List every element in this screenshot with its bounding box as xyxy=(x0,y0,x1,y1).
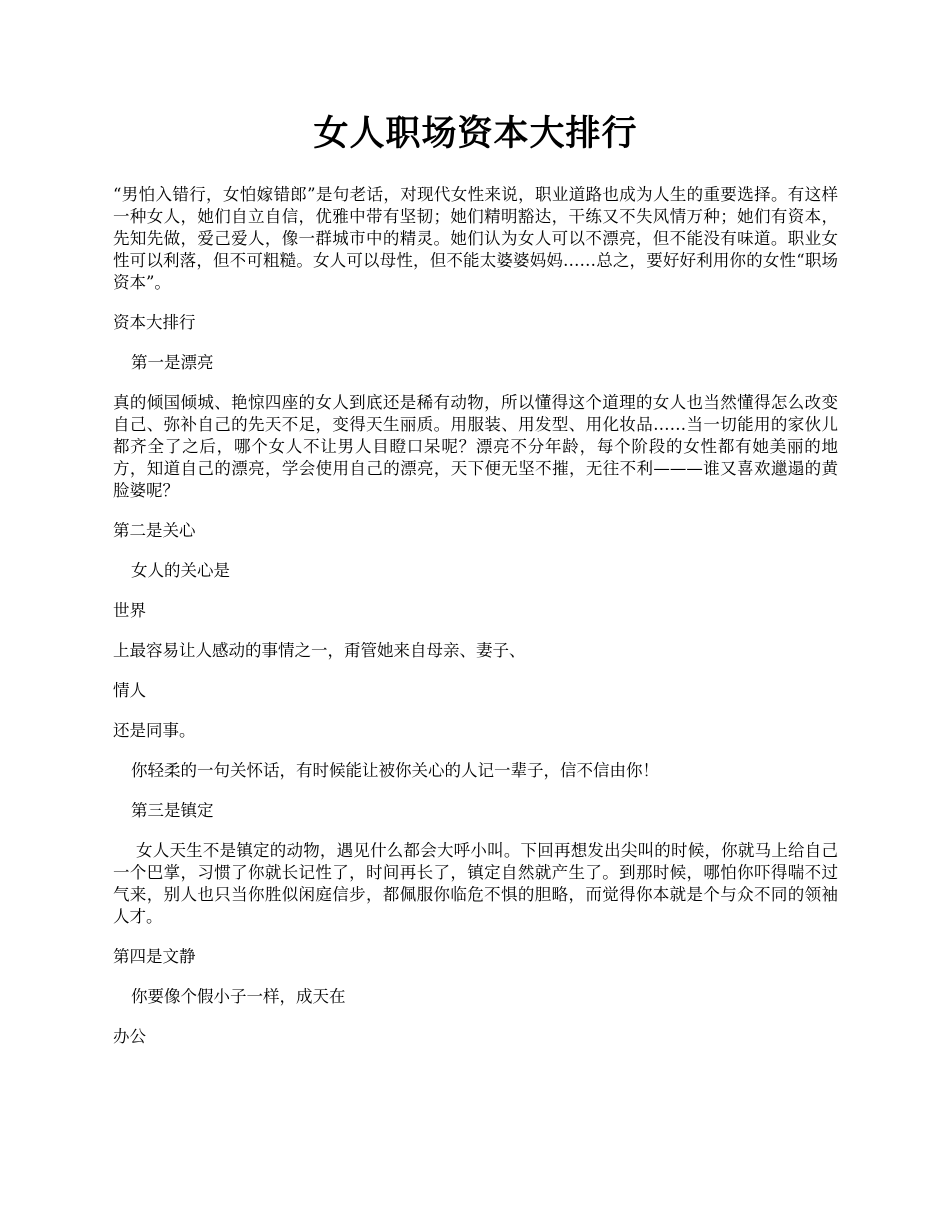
intro-paragraph: “男怕入错行，女怕嫁错郎”是句老话，对现代女性来说，职业道路也成为人生的重要选择。有这样一种女人，她们自立自信，优雅中带有坚韧；她们精明豁达，干练又不失风情万种；她们有资本，先知先做，爱己爱人，像一群城市中的精灵。她们认为女人可以不漂亮，但不能没有味道。职业女性可以利落，但不可粗糙。女人可以母性，但不能太婆婆妈妈……总之，要好好利用你的女性“职场资本”。 xyxy=(113,185,838,292)
paragraph-calm: 女人天生不是镇定的动物，遇见什么都会大呼小叫。下回再想发出尖叫的时候，你就马上给自己一个巴掌，习惯了你就长记性了，时间再长了，镇定自然就产生了。到那时候，哪怕你吓得喘不过气来，别人也只当你胜似闲庭信步，都佩服你临危不惧的胆略，而觉得你本就是个与众不同的领袖人才。 xyxy=(113,841,838,926)
section-heading: 资本大排行 xyxy=(113,313,196,332)
subheading-beauty: 第一是漂亮 xyxy=(131,353,214,372)
paragraph-care-1: 女人的关心是 xyxy=(131,561,230,580)
paragraph-care-4: 情人 xyxy=(113,681,146,700)
subheading-quiet: 第四是文静 xyxy=(113,947,196,966)
paragraph-quiet-2: 办公 xyxy=(113,1027,146,1046)
paragraph-care-2: 世界 xyxy=(113,601,146,620)
paragraph-beauty: 真的倾国倾城、艳惊四座的女人到底还是稀有动物，所以懂得这个道理的女人也当然懂得怎么改变自己、弥补自己的先天不足，变得天生丽质。用服装、用发型、用化妆品……当一切能用的家伙儿都齐全了之后，哪个女人不让男人目瞪口呆呢？漂亮不分年龄，每个阶段的女性都有她美丽的地方，知道自己的漂亮，学会使用自己的漂亮，天下便无坚不摧，无往不利———谁又喜欢邋遢的黄脸婆呢？ xyxy=(113,393,838,500)
paragraph-quiet-1: 你要像个假小子一样，成天在 xyxy=(131,987,346,1006)
document-title: 女人职场资本大排行 xyxy=(313,113,638,154)
paragraph-care-6: 你轻柔的一句关怀话，有时候能让被你关心的人记一辈子，信不信由你！ xyxy=(131,761,659,780)
paragraph-care-3: 上最容易让人感动的事情之一，甭管她来自母亲、妻子、 xyxy=(113,641,526,660)
paragraph-care-5: 还是同事。 xyxy=(113,721,196,740)
subheading-care: 第二是关心 xyxy=(113,521,196,540)
subheading-calm: 第三是镇定 xyxy=(131,801,214,820)
